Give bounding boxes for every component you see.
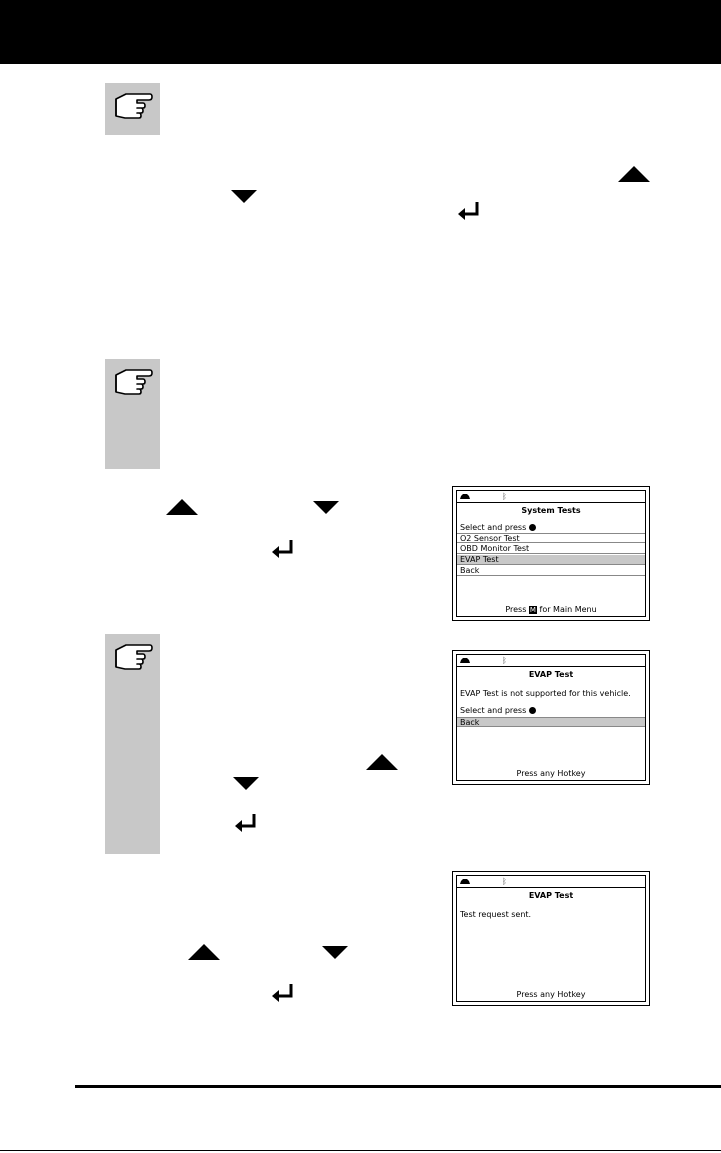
menu-item-back[interactable]: Back <box>457 566 645 576</box>
page-header-bar <box>0 0 721 64</box>
up-arrow-icon <box>188 944 220 960</box>
screen-prompt: Select and press <box>460 523 536 533</box>
down-arrow-icon <box>231 190 257 203</box>
status-bar <box>457 655 645 667</box>
screen-prompt: Select and press <box>460 706 536 716</box>
screen-footer: Press any Hotkey <box>516 769 586 778</box>
pointing-hand-icon <box>113 91 153 125</box>
down-arrow-icon <box>322 946 348 959</box>
bluetooth-icon: ᛒ <box>502 492 507 501</box>
note-box <box>105 359 160 469</box>
enter-icon <box>270 982 296 1004</box>
bluetooth-icon: ᛒ <box>502 656 507 665</box>
enter-icon <box>529 524 536 531</box>
enter-icon <box>529 707 536 714</box>
menu-item-back[interactable]: Back <box>457 717 645 727</box>
bluetooth-icon: ᛒ <box>502 877 507 886</box>
screen-title: System Tests <box>521 506 581 515</box>
device-screen-evap-request-sent <box>452 871 650 1006</box>
screen-title: EVAP Test <box>528 891 574 900</box>
screen-message: Test request sent. <box>460 910 532 919</box>
note-box <box>105 83 160 135</box>
note-box <box>105 634 160 854</box>
menu-item-evap-test[interactable]: EVAP Test <box>457 555 645 565</box>
menu-item-obd-monitor-test[interactable]: OBD Monitor Test <box>457 544 645 554</box>
footer-divider <box>75 1085 721 1088</box>
screen-footer: Press M for Main Menu <box>505 605 597 614</box>
up-arrow-icon <box>618 166 650 182</box>
car-icon <box>460 878 470 885</box>
car-icon <box>460 493 470 500</box>
up-arrow-icon <box>166 499 198 515</box>
status-bar <box>457 491 645 503</box>
m-key-icon: M <box>529 606 536 614</box>
status-bar <box>457 876 645 888</box>
screen-footer: Press any Hotkey <box>516 990 586 999</box>
enter-icon <box>270 538 296 560</box>
page-bottom-divider <box>0 1150 721 1151</box>
pointing-hand-icon <box>113 367 153 401</box>
device-screen-evap-not-supported <box>452 650 650 785</box>
device-screen-system-tests <box>452 486 650 621</box>
screen-message: EVAP Test is not supported for this vehicle. <box>460 689 631 698</box>
enter-icon <box>233 812 259 834</box>
car-icon <box>460 657 470 664</box>
enter-icon <box>456 200 482 222</box>
screen-title: EVAP Test <box>528 670 574 679</box>
down-arrow-icon <box>233 777 259 790</box>
menu-item-o2-sensor-test[interactable]: O2 Sensor Test <box>457 533 645 543</box>
up-arrow-icon <box>366 754 398 770</box>
pointing-hand-icon <box>113 642 153 676</box>
down-arrow-icon <box>313 501 339 514</box>
